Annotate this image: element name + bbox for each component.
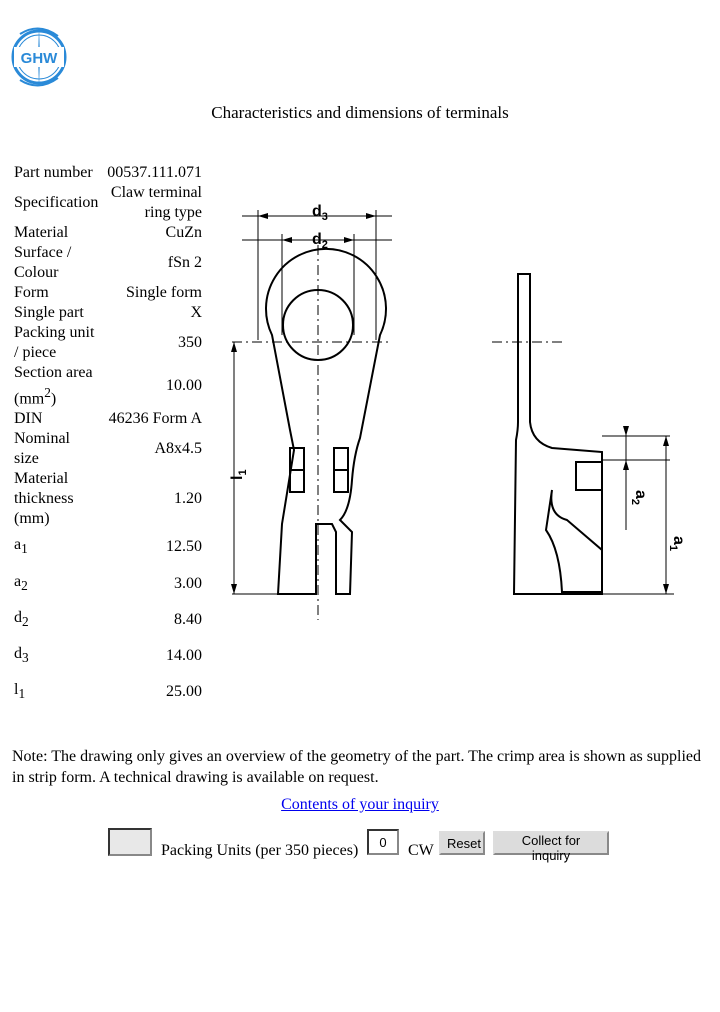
table-row [12,363,204,409]
l1-label: $l_1$ [14,681,26,702]
surface-value: fSn 2 [167,254,202,271]
table-row [12,243,204,283]
section-area-label: Section area $(mm^2)$ [14,364,93,408]
single-part-label: Single part [14,304,84,321]
a1-dim-label: $a_1$ [667,536,687,552]
din-label: DIN [14,410,43,428]
table-row [12,163,204,183]
material-thickness-label: Material thickness (mm) [14,470,74,528]
cw-label: CW [408,842,434,859]
a1-value: 12.50 [166,538,202,556]
terminal-drawing [212,190,702,630]
table-row [12,429,204,469]
quantity-input[interactable] [367,829,399,855]
table-row [12,409,204,429]
material-label: Material [14,224,69,241]
collect-for-inquiry-button[interactable]: Collect for inquiry [493,831,609,855]
nominal-size-label: Nominal size [14,430,70,468]
table-row [12,283,204,303]
nominal-size-value: A8x4.5 [154,440,202,458]
packing-unit-label: Packing unit / piece [14,324,95,361]
part-number-label: Part number [14,164,93,181]
a1-label: $a_1$ [14,536,28,557]
a2-label: $a_2$ [14,572,28,593]
part-number-value: 00537.111.071 [107,164,202,181]
table-row [12,323,204,363]
d2-dim-label: $d_2$ [312,231,328,251]
table-row [12,303,204,323]
d2-label: $d_2$ [14,608,29,629]
table-row [12,638,204,674]
packing-unit-value: 350 [178,334,202,351]
d2-value: 8.40 [174,610,202,628]
a2-value: 3.00 [174,574,202,592]
form-value: Single form [126,284,202,301]
form-label: Form [14,284,49,301]
table-row [12,183,204,223]
l1-dim-label: $l_1$ [229,469,249,480]
material-value: CuZn [165,224,202,241]
section-area-value: 10.00 [166,377,202,395]
spec-table [12,163,204,710]
table-row [12,602,204,638]
l1-value: 25.00 [166,683,202,701]
d3-label: $d_3$ [14,644,29,666]
inquiry-contents-link[interactable]: Contents of your inquiry [281,796,439,813]
single-part-value: X [190,304,202,321]
a2-dim-label: $a_2$ [629,490,649,506]
page-title: Characteristics and dimensions of terminals [211,103,509,122]
table-row [12,223,204,243]
d3-dim-label: $d_3$ [312,203,328,223]
din-value: 46236 Form A [108,410,202,428]
table-row [12,469,204,529]
specification-label: Specification [14,194,99,211]
material-thickness-value: 1.20 [174,490,202,508]
ghw-logo [10,24,68,90]
table-row [12,529,204,565]
table-row [12,674,204,710]
packing-units-label: Packing Units (per 350 pieces) [161,842,359,859]
specification-value: Claw terminal ring type [110,184,202,221]
reset-button[interactable]: Reset [439,831,485,855]
d3-value: 14.00 [166,646,202,664]
packing-units-input[interactable] [108,828,152,856]
drawing-note: Note: The drawing only gives an overview of the geometry of the part. The crimp area is shown as supplied in strip form. A technical drawing is available on request. [12,748,701,786]
surface-label: Surface / Colour [14,244,72,281]
table-row [12,566,204,602]
logo-text: GHW [20,50,58,67]
